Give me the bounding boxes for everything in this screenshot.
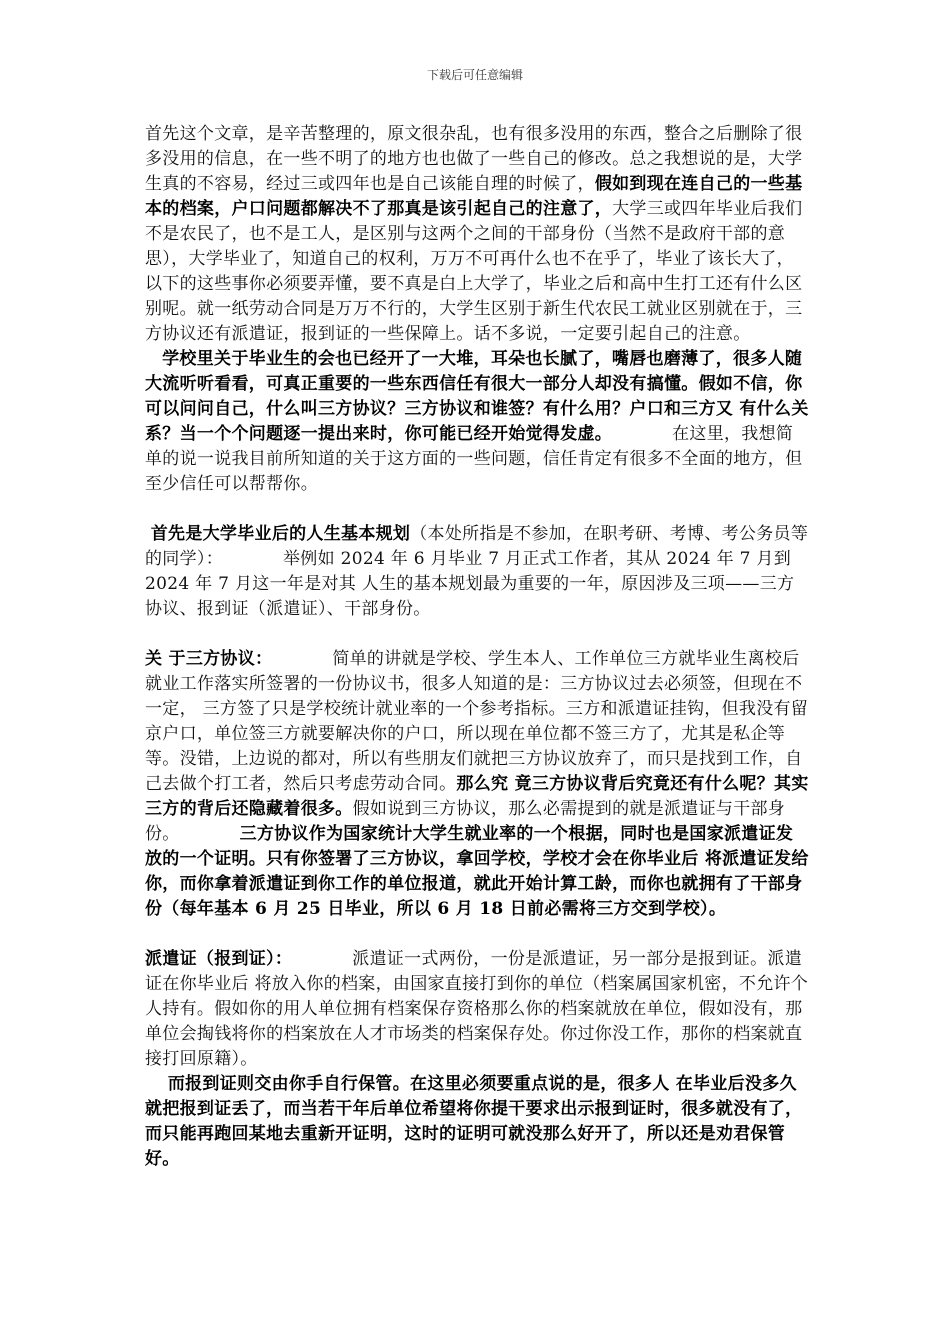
planning-heading: 首先是大学毕业后的人生基本规划 (150, 524, 411, 544)
paragraph-gap (145, 497, 810, 522)
tripartite-bold-1: 那么究 竟三方协议背后究竟还有什么呢？其实三方的背后还隐藏着很多。 (145, 774, 809, 819)
paragraph-tripartite (145, 647, 810, 922)
meeting-bold: 学校里关于毕业生的会也已经开了一大堆，耳朵也长腻了，嘴唇也磨薄了，很多人随 大流听听看看，可真正重要的一些东西信任有很大一部分人却没有搞懂。假如不信，你可以问问自己，什么叫三方协议？三方协议和谁签？有什么用？户口和三方又 有什么关系？当一个个问题逐一提出来时，你可能已经开始觉得发虚。 (145, 349, 809, 444)
tripartite-text-1: 简单的讲就是学校、学生本人、工作单位三方就毕业生离校后就业工作落实所签署的一份协议书，很多人知道的是：三方协议过去必须签，但现在不一定， 三方签了只是学校统计就业率的一个参考指标。三方和派遣证挂钩，但我没有留京户口，单位签三方就要解决你的户口，所以现在单位都不签三方了，尤其是私企等 等。没错，上边说的都对，所以有些朋友们就把三方协议放弃了，而只是找到工作，自己去做个打工者，然后只考虑劳动合同。 (145, 649, 809, 794)
tripartite-bold-2: 三方协议作为国家统计大学生就业率的一个根据，同时也是国家派遣证发放的一个证明。只有你签署了三方协议，拿回学校，学校才会在你毕业后 将派遣证发给你，而你拿着派遣证到你工作的单位报道，就此开始计算工龄，而你也就拥有了干部身份（每年基本 6 月 25 日毕业，所以 6 月 18 日前必需将三方交到学校）。 (145, 824, 809, 919)
tripartite-heading: 关 于三方协议： (145, 649, 273, 669)
planning-text-1: （本处所指是不参加，在职考研、考博、考公务员等的同学）： (145, 524, 809, 569)
meeting-text: 在这里，我想简单的说一说我目前所知道的关于这方面的一些问题，信任肯定有很多不全面的地方，但至少信任可以帮帮你。 (145, 424, 803, 494)
paragraph-report-card (145, 1072, 810, 1172)
paragraph-gap (145, 622, 810, 647)
intro-text-1: 首先这个文章，是辛苦整理的，原文很杂乱，也有很多没用的东西，整合之后删除了很多没用的信息，在一些不明了的地方也也做了一些自己的修改。总之我想说的是，大学生真的不容易，经过三或四年也是自己该能自理的时候了， (145, 124, 803, 194)
intro-text-2: 大学三或四年毕业后我们不是农民了，也不是工人，是区别与这两个之间的干部身份（当然不是政府干部的意思），大学毕业了，知道自己的权利，万万不可再什么也不在乎了，毕业了该长大了，以下的这些事你必须要弄懂，要不真是白上大学了，毕业之后和高中生打工还有什么区别呢。就一纸劳动合同是万万不行的，大学生区别于新生代农民工就业区别就在于，三方协议还有派遣证，报到证的一些保障上。话不多说，一定要引起自己的注意。 (145, 199, 803, 344)
paragraph-dispatch (145, 947, 810, 1072)
document-body (145, 122, 810, 1172)
paragraph-meeting (145, 347, 810, 497)
paragraph-gap (145, 922, 810, 947)
paragraph-planning (145, 522, 810, 622)
paragraph-intro (145, 122, 810, 347)
report-card-bold: 而报到证则交由你手自行保管。在这里必须要重点说的是，很多人 在毕业后没多久就把报到证丢了，而当若干年后单位希望将你提干要求出示报到证时，很多就没有了，而只能再跑回某地去重新开证明，这时的证明可就没那么好开了，所以还是劝君保管好。 (145, 1074, 803, 1169)
intro-bold-1: 假如到现在连自己的一些基本的档案，户口问题都解决不了那真是该引起自己的注意了， (145, 174, 803, 219)
dispatch-heading: 派遣证（报到证）： (145, 949, 293, 969)
tripartite-text-2: 假如说到三方协议，那么必需提到的就是派遣证与干部身份。 (145, 799, 786, 844)
page-header: 下载后可任意编辑 (426, 68, 523, 82)
planning-text-2: 举例如 2024 年 6 月毕业 7 月正式工作者，其从 2024 年 7 月到 2024 年 7 月这一年是对其 人生的基本规划最为重要的一年，原因涉及三项——三方协议、报到证（派遣证）、干部身份。 (145, 549, 795, 619)
dispatch-text: 派遣证一式两份，一份是派遣证，另一部分是报到证。派遣证在你毕业后 将放入你的档案，由国家直接打到你的单位（档案属国家机密，不允许个人持有。假如你的用人单位拥有档案保存资格那么你的档案就放在单位，假如没有，那单位会掏钱将你的档案放在人才市场类的档案保存处。你过你没工作，那你的档案就直接打回原籍）。 (145, 949, 809, 1069)
